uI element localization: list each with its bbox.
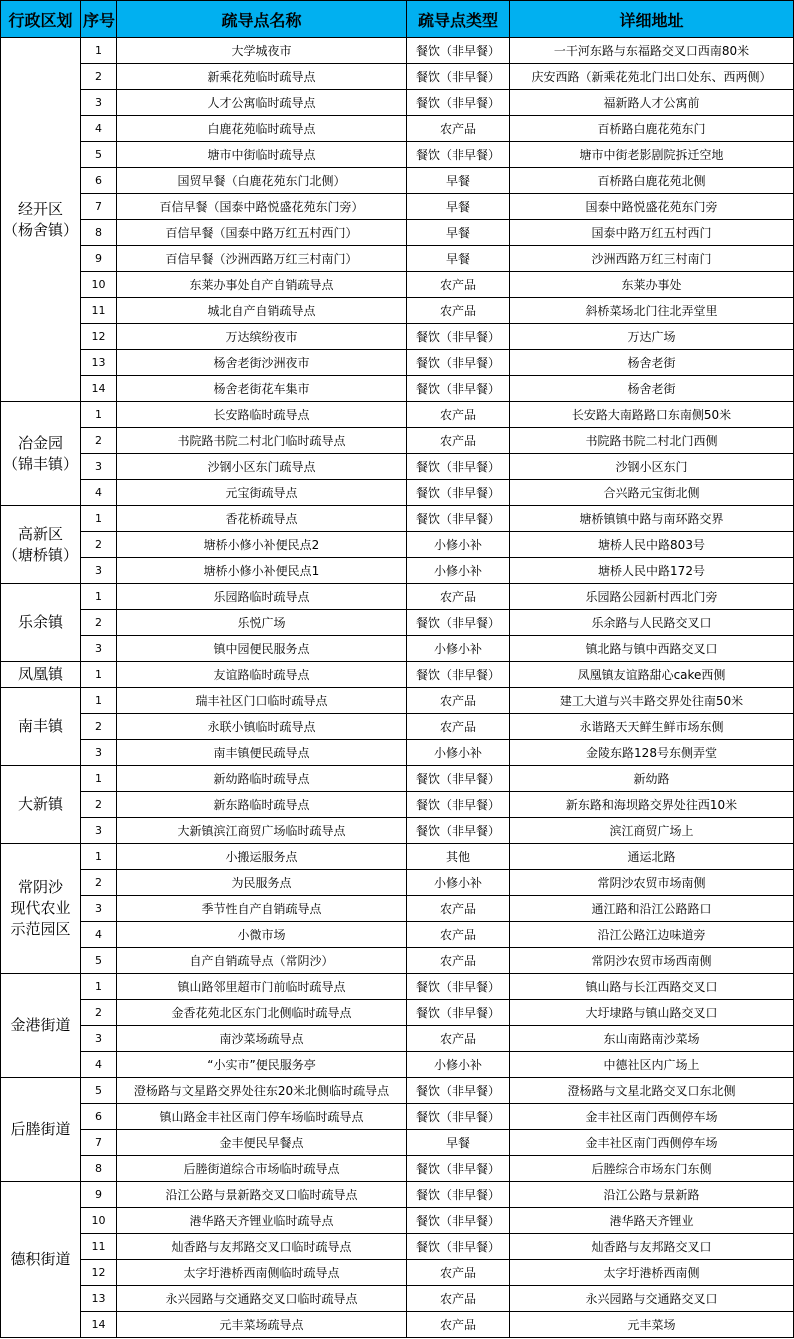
district-cell xyxy=(1,1078,81,1182)
table-row xyxy=(1,818,794,844)
address-cell: 斜桥菜场北门往北弄堂里 xyxy=(510,298,794,324)
point-type-cell: 餐饮（非早餐） xyxy=(407,1182,510,1208)
table-row xyxy=(1,974,794,1000)
address-cell: 澄杨路与文星北路交叉口东北侧 xyxy=(510,1078,794,1104)
seq-cell: 13 xyxy=(81,1286,117,1312)
address-cell: 福新路人才公寓前 xyxy=(510,90,794,116)
district-cell xyxy=(1,506,81,584)
point-name-cell: 杨舍老街花车集市 xyxy=(117,376,407,402)
table-row xyxy=(1,480,794,506)
address-cell: 塘桥镇镇中路与南环路交界 xyxy=(510,506,794,532)
point-name-cell: 南丰镇便民疏导点 xyxy=(117,740,407,766)
seq-cell: 3 xyxy=(81,896,117,922)
point-name-cell: “小实市”便民服务亭 xyxy=(117,1052,407,1078)
district-cell xyxy=(1,766,81,844)
table-row xyxy=(1,220,794,246)
address-cell: 杨舍老街 xyxy=(510,350,794,376)
point-name-cell: 书院路书院二村北门临时疏导点 xyxy=(117,428,407,454)
seq-cell: 6 xyxy=(81,168,117,194)
address-cell: 凤凰镇友谊路甜心cake西侧 xyxy=(510,662,794,688)
point-type-cell: 农产品 xyxy=(407,1286,510,1312)
point-type-cell: 小修小补 xyxy=(407,558,510,584)
point-name-cell: 新幼路临时疏导点 xyxy=(117,766,407,792)
point-type-cell: 餐饮（非早餐） xyxy=(407,1078,510,1104)
district-name-line: 现代农业 xyxy=(10,899,71,917)
point-name-cell: 自产自销疏导点（常阴沙） xyxy=(117,948,407,974)
seq-cell: 7 xyxy=(81,1130,117,1156)
point-type-cell: 餐饮（非早餐） xyxy=(407,90,510,116)
address-cell: 金陵东路128号东侧弄堂 xyxy=(510,740,794,766)
table-row xyxy=(1,1182,794,1208)
point-name-cell: 百信早餐（沙洲西路万红三村南门） xyxy=(117,246,407,272)
point-type-cell: 餐饮（非早餐） xyxy=(407,480,510,506)
table-row xyxy=(1,168,794,194)
seq-cell: 13 xyxy=(81,350,117,376)
point-name-cell: 金香花苑北区东门北侧临时疏导点 xyxy=(117,1000,407,1026)
address-cell: 港华路天齐锂业 xyxy=(510,1208,794,1234)
table-row xyxy=(1,688,794,714)
table-row xyxy=(1,90,794,116)
address-cell: 东山南路南沙菜场 xyxy=(510,1026,794,1052)
point-name-cell: 百信早餐（国泰中路悦盛花苑东门旁） xyxy=(117,194,407,220)
seq-cell: 4 xyxy=(81,116,117,142)
point-type-cell: 农产品 xyxy=(407,298,510,324)
address-cell: 镇山路与长江西路交叉口 xyxy=(510,974,794,1000)
point-type-cell: 小修小补 xyxy=(407,636,510,662)
address-cell: 中德社区内广场上 xyxy=(510,1052,794,1078)
point-type-cell: 小修小补 xyxy=(407,532,510,558)
point-type-cell: 小修小补 xyxy=(407,870,510,896)
point-name-cell: 元宝街疏导点 xyxy=(117,480,407,506)
point-type-cell: 农产品 xyxy=(407,922,510,948)
address-cell: 国泰中路悦盛花苑东门旁 xyxy=(510,194,794,220)
district-name-line: 冶金园 xyxy=(17,433,63,452)
seq-cell: 2 xyxy=(81,870,117,896)
district-cell xyxy=(1,38,81,402)
district-name-line: 经开区 xyxy=(17,199,63,218)
table-row xyxy=(1,636,794,662)
table-row xyxy=(1,38,794,64)
seq-cell: 5 xyxy=(81,142,117,168)
point-name-cell: 太字圩港桥西南侧临时疏导点 xyxy=(117,1260,407,1286)
point-type-cell: 农产品 xyxy=(407,1026,510,1052)
point-type-cell: 餐饮（非早餐） xyxy=(407,792,510,818)
point-type-cell: 餐饮（非早餐） xyxy=(407,376,510,402)
district-cell xyxy=(1,844,81,974)
table-row xyxy=(1,116,794,142)
point-type-cell: 餐饮（非早餐） xyxy=(407,324,510,350)
address-cell: 常阴沙农贸市场南侧 xyxy=(510,870,794,896)
district-name-line: 示范园区 xyxy=(10,920,71,938)
address-cell: 杨舍老街 xyxy=(510,376,794,402)
seq-cell: 3 xyxy=(81,818,117,844)
district-cell xyxy=(1,662,81,688)
address-cell: 通运北路 xyxy=(510,844,794,870)
seq-cell: 3 xyxy=(81,1026,117,1052)
point-type-cell: 小修小补 xyxy=(407,1052,510,1078)
point-name-cell: 小微市场 xyxy=(117,922,407,948)
point-type-cell: 餐饮（非早餐） xyxy=(407,64,510,90)
seq-cell: 2 xyxy=(81,532,117,558)
point-type-cell: 其他 xyxy=(407,844,510,870)
point-type-cell: 餐饮（非早餐） xyxy=(407,610,510,636)
table-row xyxy=(1,948,794,974)
point-name-cell: 港华路天齐锂业临时疏导点 xyxy=(117,1208,407,1234)
point-name-cell: 金丰便民早餐点 xyxy=(117,1130,407,1156)
table-row xyxy=(1,610,794,636)
table-row xyxy=(1,1130,794,1156)
table-row xyxy=(1,1052,794,1078)
seq-cell: 1 xyxy=(81,38,117,64)
table-row xyxy=(1,1234,794,1260)
point-name-cell: 永兴园路与交通路交叉口临时疏导点 xyxy=(117,1286,407,1312)
seq-cell: 4 xyxy=(81,480,117,506)
point-type-cell: 餐饮（非早餐） xyxy=(407,818,510,844)
point-type-cell: 农产品 xyxy=(407,948,510,974)
table-row xyxy=(1,246,794,272)
table-row xyxy=(1,454,794,480)
seq-cell: 5 xyxy=(81,948,117,974)
address-cell: 后塍综合市场东门东侧 xyxy=(510,1156,794,1182)
seq-cell: 8 xyxy=(81,220,117,246)
table-body xyxy=(1,38,794,1338)
seq-cell: 11 xyxy=(81,1234,117,1260)
table-row xyxy=(1,64,794,90)
address-cell: 镇北路与镇中西路交叉口 xyxy=(510,636,794,662)
seq-cell: 10 xyxy=(81,1208,117,1234)
point-type-cell: 餐饮（非早餐） xyxy=(407,1000,510,1026)
seq-cell: 2 xyxy=(81,714,117,740)
point-name-cell: 塘桥小修小补便民点2 xyxy=(117,532,407,558)
seq-cell: 1 xyxy=(81,584,117,610)
point-name-cell: 友谊路临时疏导点 xyxy=(117,662,407,688)
seq-cell: 10 xyxy=(81,272,117,298)
point-type-cell: 餐饮（非早餐） xyxy=(407,454,510,480)
district-name-line: 金港街道 xyxy=(10,1016,71,1034)
seq-cell: 1 xyxy=(81,402,117,428)
point-name-cell: 小搬运服务点 xyxy=(117,844,407,870)
point-type-cell: 农产品 xyxy=(407,1312,510,1338)
table-row xyxy=(1,1104,794,1130)
seq-cell: 3 xyxy=(81,636,117,662)
seq-cell: 1 xyxy=(81,688,117,714)
point-name-cell: 长安路临时疏导点 xyxy=(117,402,407,428)
point-name-cell: 新东路临时疏导点 xyxy=(117,792,407,818)
header-row xyxy=(1,1,794,38)
point-type-cell: 农产品 xyxy=(407,896,510,922)
point-name-cell: 新乘花苑临时疏导点 xyxy=(117,64,407,90)
seq-cell: 9 xyxy=(81,1182,117,1208)
point-name-cell: 镇山路邻里超市门前临时疏导点 xyxy=(117,974,407,1000)
district-name-line: 后塍街道 xyxy=(10,1120,71,1138)
table-row xyxy=(1,870,794,896)
address-cell: 新幼路 xyxy=(510,766,794,792)
point-type-cell: 餐饮（非早餐） xyxy=(407,350,510,376)
seq-cell: 3 xyxy=(81,740,117,766)
address-cell: 太字圩港桥西南侧 xyxy=(510,1260,794,1286)
point-name-cell: 东莱办事处自产自销疏导点 xyxy=(117,272,407,298)
address-cell: 沿江公路江边味道旁 xyxy=(510,922,794,948)
address-cell: 百桥路白鹿花苑东门 xyxy=(510,116,794,142)
point-type-cell: 农产品 xyxy=(407,714,510,740)
seq-cell: 11 xyxy=(81,298,117,324)
point-name-cell: 季节性自产自销疏导点 xyxy=(117,896,407,922)
table-row xyxy=(1,1026,794,1052)
address-cell: 常阴沙农贸市场西南侧 xyxy=(510,948,794,974)
address-cell: 乐园路公园新村西北门旁 xyxy=(510,584,794,610)
seq-cell: 1 xyxy=(81,766,117,792)
address-cell: 书院路书院二村北门西侧 xyxy=(510,428,794,454)
address-cell: 万达广场 xyxy=(510,324,794,350)
seq-cell: 7 xyxy=(81,194,117,220)
point-name-cell: 乐悦广场 xyxy=(117,610,407,636)
address-cell: 通江路和沿江公路路口 xyxy=(510,896,794,922)
point-name-cell: 灿香路与友邦路交叉口临时疏导点 xyxy=(117,1234,407,1260)
point-type-cell: 餐饮（非早餐） xyxy=(407,1234,510,1260)
table-row xyxy=(1,376,794,402)
point-type-cell: 早餐 xyxy=(407,1130,510,1156)
seq-cell: 4 xyxy=(81,922,117,948)
point-name-cell: 南沙菜场疏导点 xyxy=(117,1026,407,1052)
district-cell xyxy=(1,584,81,662)
address-cell: 金丰社区南门西侧停车场 xyxy=(510,1104,794,1130)
seq-cell: 3 xyxy=(81,90,117,116)
point-type-cell: 农产品 xyxy=(407,272,510,298)
table-row xyxy=(1,558,794,584)
address-cell: 东莱办事处 xyxy=(510,272,794,298)
seq-cell: 1 xyxy=(81,844,117,870)
point-name-cell: 沿江公路与景新路交叉口临时疏导点 xyxy=(117,1182,407,1208)
point-name-cell: 为民服务点 xyxy=(117,870,407,896)
address-cell: 大圩埭路与镇山路交叉口 xyxy=(510,1000,794,1026)
point-name-cell: 镇山路金丰社区南门停车场临时疏导点 xyxy=(117,1104,407,1130)
district-name-line: 常阴沙 xyxy=(17,878,63,896)
district-name-line: 大新镇 xyxy=(17,795,63,813)
seq-cell: 9 xyxy=(81,246,117,272)
address-cell: 国泰中路万红五村西门 xyxy=(510,220,794,246)
point-name-cell: 塘市中街临时疏导点 xyxy=(117,142,407,168)
address-cell: 庆安西路（新乘花苑北门出口处东、西两侧） xyxy=(510,64,794,90)
table-row xyxy=(1,272,794,298)
point-name-cell: 瑞丰社区门口临时疏导点 xyxy=(117,688,407,714)
point-name-cell: 后塍街道综合市场临时疏导点 xyxy=(117,1156,407,1182)
district-name-line: （塘桥镇） xyxy=(3,545,79,564)
point-name-cell: 万达缤纷夜市 xyxy=(117,324,407,350)
point-type-cell: 农产品 xyxy=(407,116,510,142)
point-name-cell: 香花桥疏导点 xyxy=(117,506,407,532)
header-name: 疏导点名称 xyxy=(117,1,407,38)
seq-cell: 12 xyxy=(81,324,117,350)
point-name-cell: 杨舍老街沙洲夜市 xyxy=(117,350,407,376)
table-row xyxy=(1,714,794,740)
district-name-line: 德积街道 xyxy=(10,1250,71,1268)
seq-cell: 14 xyxy=(81,376,117,402)
point-type-cell: 餐饮（非早餐） xyxy=(407,1156,510,1182)
table-row xyxy=(1,1312,794,1338)
address-cell: 灿香路与友邦路交叉口 xyxy=(510,1234,794,1260)
district-name-line: 乐余镇 xyxy=(17,613,63,631)
point-name-cell: 人才公寓临时疏导点 xyxy=(117,90,407,116)
table-row xyxy=(1,428,794,454)
table-row xyxy=(1,1286,794,1312)
point-type-cell: 餐饮（非早餐） xyxy=(407,974,510,1000)
table-row xyxy=(1,662,794,688)
point-name-cell: 塘桥小修小补便民点1 xyxy=(117,558,407,584)
point-type-cell: 餐饮（非早餐） xyxy=(407,142,510,168)
point-name-cell: 乐园路临时疏导点 xyxy=(117,584,407,610)
seq-cell: 2 xyxy=(81,792,117,818)
seq-cell: 2 xyxy=(81,64,117,90)
table-row xyxy=(1,896,794,922)
point-type-cell: 小修小补 xyxy=(407,740,510,766)
seq-cell: 2 xyxy=(81,610,117,636)
seq-cell: 6 xyxy=(81,1104,117,1130)
table-row xyxy=(1,350,794,376)
seq-cell: 3 xyxy=(81,454,117,480)
point-type-cell: 餐饮（非早餐） xyxy=(407,662,510,688)
address-cell: 塘桥人民中路172号 xyxy=(510,558,794,584)
table-row xyxy=(1,194,794,220)
address-cell: 一干河东路与东福路交叉口西南80米 xyxy=(510,38,794,64)
district-name-line: 南丰镇 xyxy=(17,717,63,735)
address-cell: 永谐路天天鲜生鲜市场东侧 xyxy=(510,714,794,740)
point-type-cell: 农产品 xyxy=(407,1260,510,1286)
seq-cell: 3 xyxy=(81,558,117,584)
table-row xyxy=(1,844,794,870)
seq-cell: 5 xyxy=(81,1078,117,1104)
point-type-cell: 农产品 xyxy=(407,428,510,454)
point-type-cell: 农产品 xyxy=(407,688,510,714)
district-cell xyxy=(1,1182,81,1338)
point-name-cell: 元丰菜场疏导点 xyxy=(117,1312,407,1338)
district-cell xyxy=(1,974,81,1078)
point-type-cell: 早餐 xyxy=(407,168,510,194)
point-name-cell: 永联小镇临时疏导点 xyxy=(117,714,407,740)
table-row xyxy=(1,142,794,168)
address-cell: 滨江商贸广场上 xyxy=(510,818,794,844)
district-name-line: （锦丰镇） xyxy=(3,454,79,473)
seq-cell: 12 xyxy=(81,1260,117,1286)
table-row xyxy=(1,324,794,350)
table-row xyxy=(1,584,794,610)
seq-cell: 4 xyxy=(81,1052,117,1078)
seq-cell: 8 xyxy=(81,1156,117,1182)
point-type-cell: 早餐 xyxy=(407,194,510,220)
table-row xyxy=(1,1208,794,1234)
address-cell: 塘桥人民中路803号 xyxy=(510,532,794,558)
header-address: 详细地址 xyxy=(510,1,794,38)
seq-cell: 14 xyxy=(81,1312,117,1338)
seq-cell: 2 xyxy=(81,428,117,454)
point-name-cell: 城北自产自销疏导点 xyxy=(117,298,407,324)
seq-cell: 1 xyxy=(81,974,117,1000)
point-type-cell: 餐饮（非早餐） xyxy=(407,1104,510,1130)
address-cell: 乐余路与人民路交叉口 xyxy=(510,610,794,636)
table-row xyxy=(1,532,794,558)
address-cell: 沙钢小区东门 xyxy=(510,454,794,480)
point-name-cell: 大学城夜市 xyxy=(117,38,407,64)
point-name-cell: 镇中园便民服务点 xyxy=(117,636,407,662)
table-row xyxy=(1,1000,794,1026)
address-cell: 沙洲西路万红三村南门 xyxy=(510,246,794,272)
point-type-cell: 餐饮（非早餐） xyxy=(407,38,510,64)
header-district: 行政区划 xyxy=(1,1,81,38)
address-cell: 元丰菜场 xyxy=(510,1312,794,1338)
point-name-cell: 百信早餐（国泰中路万红五村西门） xyxy=(117,220,407,246)
district-cell xyxy=(1,688,81,766)
point-name-cell: 沙钢小区东门疏导点 xyxy=(117,454,407,480)
header-type: 疏导点类型 xyxy=(407,1,510,38)
district-cell xyxy=(1,402,81,506)
point-type-cell: 早餐 xyxy=(407,246,510,272)
address-cell: 建工大道与兴丰路交界处往南50米 xyxy=(510,688,794,714)
seq-cell: 1 xyxy=(81,662,117,688)
district-name-line: 高新区 xyxy=(17,524,63,543)
point-type-cell: 农产品 xyxy=(407,584,510,610)
point-name-cell: 澄杨路与文星路交界处往东20米北侧临时疏导点 xyxy=(117,1078,407,1104)
table-row xyxy=(1,402,794,428)
point-type-cell: 餐饮（非早餐） xyxy=(407,506,510,532)
seq-cell: 1 xyxy=(81,506,117,532)
table-row xyxy=(1,298,794,324)
address-cell: 沿江公路与景新路 xyxy=(510,1182,794,1208)
address-cell: 塘市中街老影剧院拆迁空地 xyxy=(510,142,794,168)
address-cell: 新东路和海坝路交界处往西10米 xyxy=(510,792,794,818)
table-row xyxy=(1,1078,794,1104)
point-type-cell: 餐饮（非早餐） xyxy=(407,1208,510,1234)
district-name-line: 凤凰镇 xyxy=(17,665,63,683)
table-row xyxy=(1,922,794,948)
table-row xyxy=(1,792,794,818)
table-row xyxy=(1,1156,794,1182)
point-type-cell: 餐饮（非早餐） xyxy=(407,766,510,792)
address-cell: 永兴园路与交通路交叉口 xyxy=(510,1286,794,1312)
table-row xyxy=(1,506,794,532)
seq-cell: 2 xyxy=(81,1000,117,1026)
point-name-cell: 白鹿花苑临时疏导点 xyxy=(117,116,407,142)
point-name-cell: 国贸早餐（白鹿花苑东门北侧） xyxy=(117,168,407,194)
table-row xyxy=(1,766,794,792)
header-seq: 序号 xyxy=(81,1,117,38)
address-cell: 金丰社区南门西侧停车场 xyxy=(510,1130,794,1156)
point-type-cell: 农产品 xyxy=(407,402,510,428)
district-name-line: （杨舍镇） xyxy=(3,220,79,239)
table-header xyxy=(1,1,794,38)
table-row xyxy=(1,740,794,766)
table-row xyxy=(1,1260,794,1286)
point-name-cell: 大新镇滨江商贸广场临时疏导点 xyxy=(117,818,407,844)
address-cell: 合兴路元宝街北侧 xyxy=(510,480,794,506)
point-type-cell: 早餐 xyxy=(407,220,510,246)
address-cell: 长安路大南路路口东南侧50米 xyxy=(510,402,794,428)
address-cell: 百桥路白鹿花苑北侧 xyxy=(510,168,794,194)
